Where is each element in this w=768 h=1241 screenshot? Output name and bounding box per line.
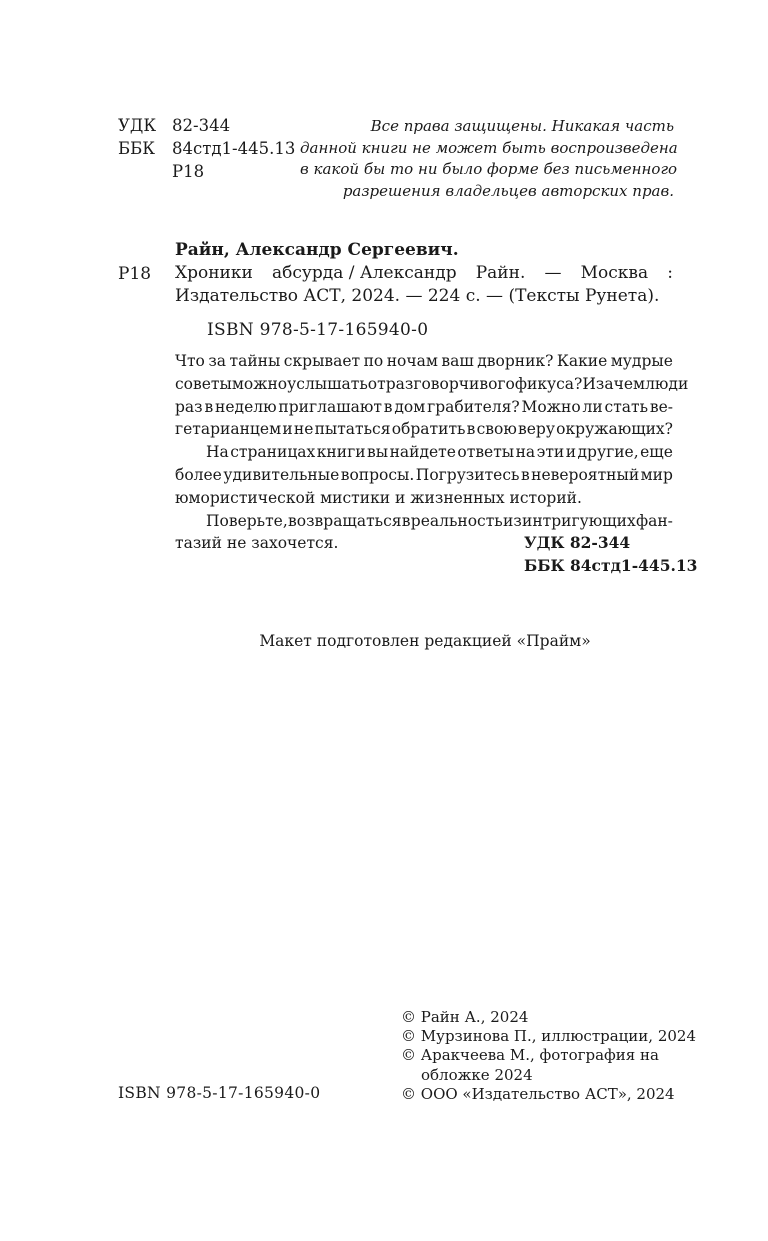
layout-credit: Макет подготовлен редакцией «Прайм» [259, 632, 591, 650]
annotation-word: и [282, 420, 293, 439]
annotation-word: советы [175, 374, 232, 393]
annotation-line [175, 373, 689, 396]
annotation-word: дом [394, 397, 426, 416]
bbk-code-row [118, 138, 295, 160]
bibliographic-record [175, 262, 673, 308]
annotation-line [175, 418, 673, 441]
annotation-word: окружающих? [556, 420, 673, 439]
rights-line: данной книги не может быть воспроизведена [300, 138, 678, 157]
udk-label: УДК [118, 116, 157, 135]
annotation-word: интригующих [522, 511, 636, 530]
annotation-word: Какие [556, 352, 608, 370]
annotation-word: юмористической мистики и жизненных историй. [175, 488, 582, 507]
annotation-word: На [206, 443, 229, 462]
annotation-line [175, 487, 673, 510]
annotation-word: ваш [441, 352, 474, 370]
author-mark-row [118, 161, 204, 183]
annotation-word: свою [476, 420, 517, 439]
annotation-line [175, 510, 673, 533]
udk-code-row [118, 115, 230, 137]
publisher-line: Издательство АСТ, 2024. — 224 с. — (Тексты Рунета). [175, 286, 660, 306]
annotation-word: найдете [389, 443, 456, 462]
annotation-word: в [204, 397, 214, 416]
annotation-word: ответы [457, 443, 515, 462]
title-word: : [667, 263, 673, 283]
annotation [175, 350, 689, 555]
annotation-line [175, 464, 673, 487]
annotation-word: зачем [595, 374, 646, 393]
annotation-word: Что [175, 352, 205, 370]
annotation-word: тазий не захочется. [175, 534, 339, 553]
annotation-word: страницах [230, 443, 316, 462]
annotation-word: пытаться [314, 420, 391, 439]
annotation-word: вопросы. [340, 465, 415, 484]
title-word: абсурда / Александр [271, 263, 457, 283]
annotation-word: на [515, 443, 536, 462]
annotation-word: раз [175, 397, 203, 416]
annotation-word: фан- [635, 511, 673, 530]
annotation-word: по [363, 352, 384, 370]
isbn-record: ISBN 978-5-17-165940-0 [207, 320, 429, 340]
annotation-word: в [383, 397, 393, 416]
annotation-word: Погрузитесь [415, 465, 520, 484]
annotation-word: из [502, 511, 522, 530]
annotation-word: И [582, 374, 596, 393]
index-bbk: ББК 84стд1-445.13 [524, 556, 698, 575]
title-word: Райн. [475, 263, 526, 283]
annotation-word: в [401, 511, 411, 530]
copyright-line: © ООО «Издательство АСТ», 2024 [401, 1084, 675, 1103]
title-word: — [544, 263, 562, 283]
annotation-word: еще [640, 443, 673, 462]
rights-line: разрешения владельцев авторских прав. [342, 181, 674, 200]
rights-notice [300, 116, 678, 202]
annotation-word: вы [367, 443, 389, 462]
annotation-word: дворник? [477, 352, 554, 370]
isbn-bottom: ISBN 978-5-17-165940-0 [118, 1084, 321, 1102]
annotation-word: услышать [287, 374, 368, 393]
copyright-line: © Райн А., 2024 [401, 1008, 529, 1026]
title-word: Москва [580, 263, 649, 283]
annotation-word: ве- [649, 397, 673, 416]
title-line [175, 262, 673, 285]
annotation-line [175, 350, 673, 373]
copyright-line: © Мурзинова П., иллюстрации, 2024 [401, 1027, 697, 1046]
annotation-word: люди [645, 374, 689, 393]
annotation-word: неделю [215, 397, 277, 416]
annotation-word: мудрые [610, 352, 673, 370]
udk-value: 82-344 [172, 116, 231, 135]
annotation-line [175, 441, 673, 464]
annotation-word: не [293, 420, 314, 439]
copyright-line: обложке 2024 [421, 1065, 533, 1084]
annotation-word: в [520, 465, 530, 484]
annotation-word: веру [518, 420, 555, 439]
annotation-word: возвращаться [288, 511, 402, 530]
annotation-word: ли [582, 397, 603, 416]
rights-line: в какой бы то ни было форме без письменного [300, 160, 678, 178]
annotation-word: мир [640, 465, 673, 484]
annotation-word: можно [231, 374, 288, 393]
annotation-word: удивительные [223, 465, 340, 484]
annotation-word: Можно [521, 397, 581, 416]
author-heading: Райн, Александр Сергеевич. [175, 240, 459, 260]
annotation-word: разговорчивого [385, 374, 515, 393]
annotation-word: эти [536, 443, 565, 462]
annotation-line [175, 396, 673, 419]
annotation-word: фикуса? [514, 374, 583, 393]
index-udk: УДК 82-344 [524, 533, 631, 552]
annotation-word: более [175, 465, 222, 484]
annotation-word: Поверьте, [206, 511, 288, 530]
annotation-word: книги [316, 443, 366, 462]
annotation-word: невероятный [531, 465, 640, 484]
annotation-word: другие, [577, 443, 639, 462]
annotation-word: ночам [386, 352, 438, 370]
annotation-word: приглашают [278, 397, 382, 416]
copyright-line: © Аракчеева М., фотография на [401, 1046, 659, 1065]
bbk-label: ББК [118, 139, 156, 158]
annotation-word: гетарианцем [175, 420, 282, 439]
annotation-word: обратить [391, 420, 466, 439]
title-word: Хроники [175, 263, 253, 283]
annotation-word: скрывает [283, 352, 361, 370]
annotation-word: грабителя? [427, 397, 520, 416]
author-mark-value: Р18 [172, 162, 205, 181]
bbk-value: 84стд1-445.13 [172, 139, 296, 158]
annotation-word: и [565, 443, 577, 462]
annotation-word: стать [604, 397, 649, 416]
copyright-block [401, 1008, 697, 1104]
rights-line: Все права защищены. Никакая часть [370, 117, 674, 135]
annotation-word: реальность [410, 511, 503, 530]
annotation-word: тайны [229, 352, 281, 370]
annotation-word: в [466, 420, 476, 439]
annotation-word: от [367, 374, 386, 393]
author-mark: Р18 [118, 264, 152, 284]
annotation-word: за [208, 352, 227, 370]
